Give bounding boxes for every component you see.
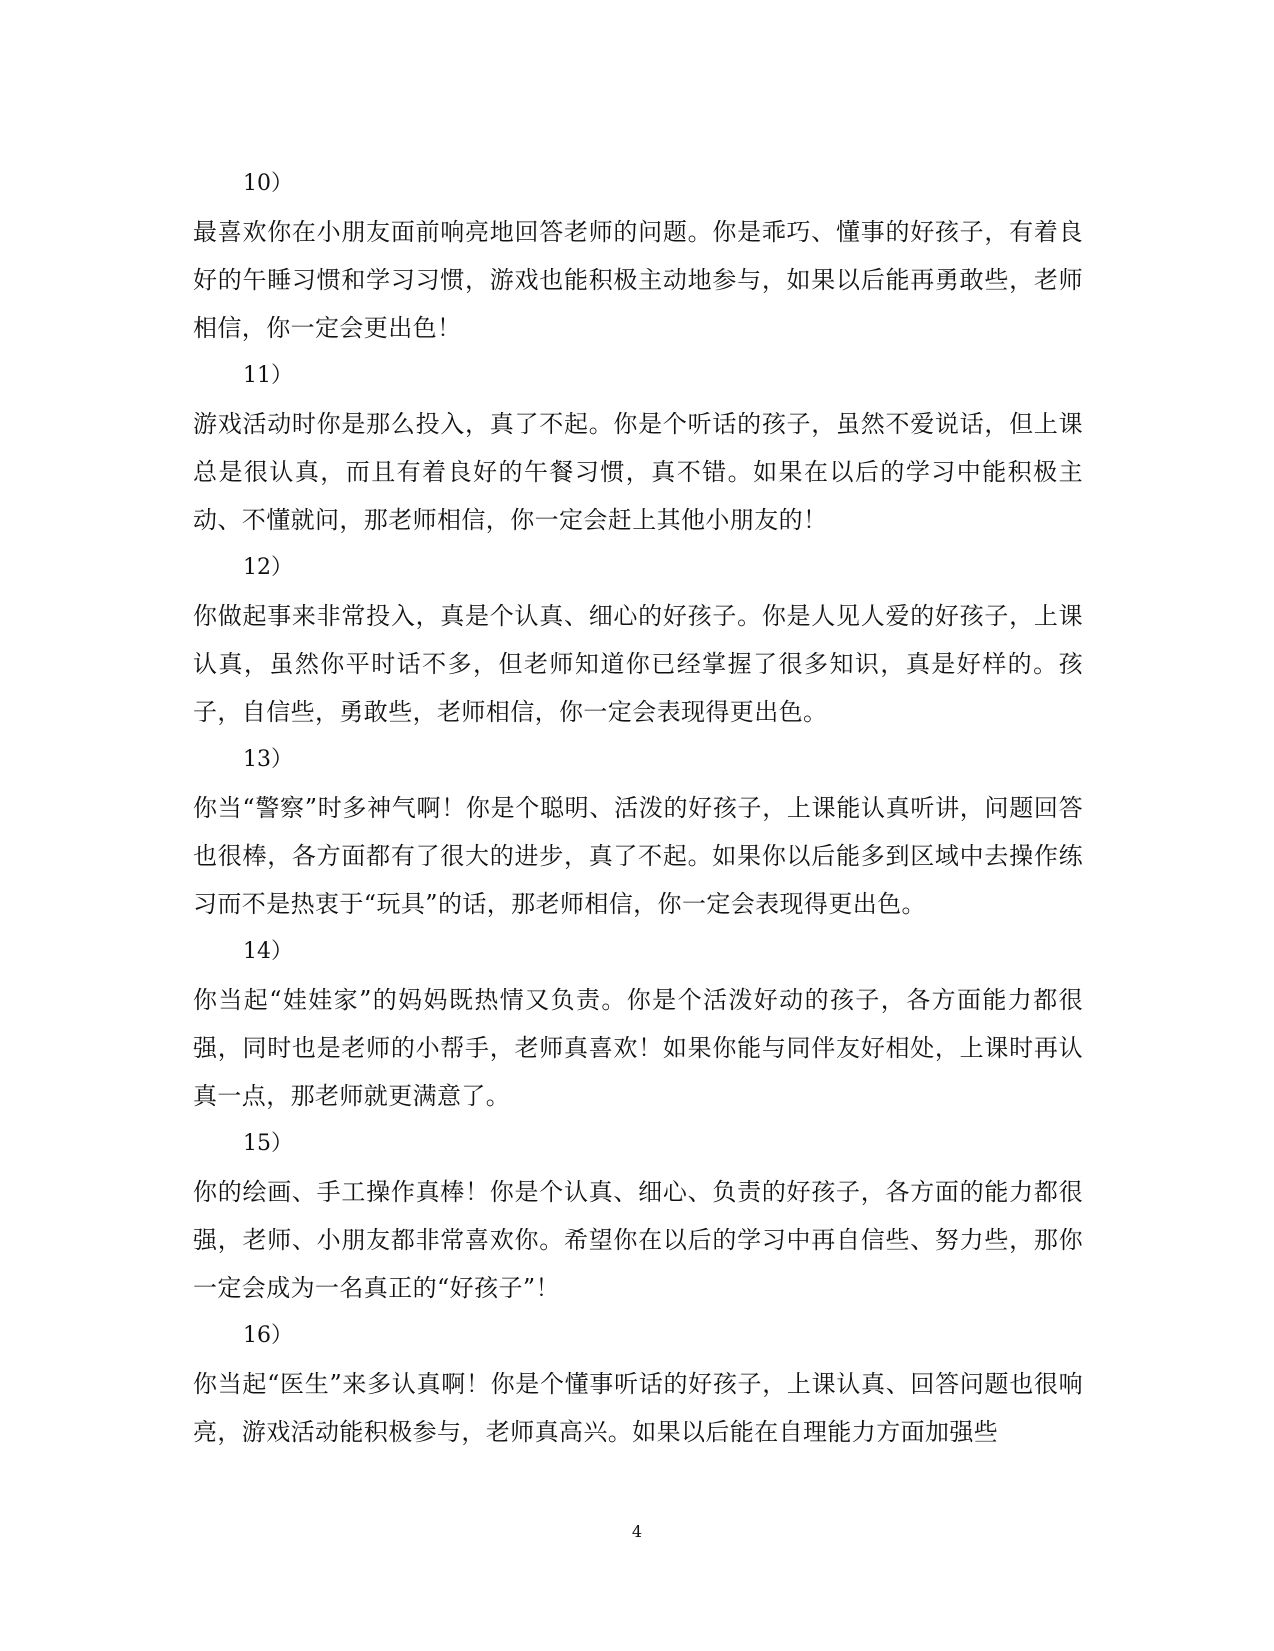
comment-entry-11 bbox=[193, 352, 1083, 544]
comment-entry-13 bbox=[193, 736, 1083, 928]
comment-entry-10 bbox=[193, 160, 1083, 352]
entry-number: 10） bbox=[243, 171, 293, 196]
entry-text: 你做起事来非常投入，真是个认真、细心的好孩子。你是人见人爱的好孩子，上课认真，虽然你平时话不多，但老师知道你已经掌握了很多知识，真是好样的。孩子，自信些，勇敢些，老师相信，你一定会表现得更出色。 bbox=[193, 602, 1083, 726]
comment-entry-14 bbox=[193, 928, 1083, 1120]
comment-entry-15 bbox=[193, 1120, 1083, 1312]
entry-number: 13） bbox=[243, 747, 293, 772]
entry-number: 16） bbox=[243, 1323, 293, 1348]
comment-entry-12 bbox=[193, 544, 1083, 736]
comment-entry-16 bbox=[193, 1312, 1083, 1456]
document-body bbox=[193, 160, 1083, 1456]
entry-text: 游戏活动时你是那么投入，真了不起。你是个听话的孩子，虽然不爱说话，但上课总是很认真，而且有着良好的午餐习惯，真不错。如果在以后的学习中能积极主动、不懂就问，那老师相信，你一定会赶上其他小朋友的！ bbox=[193, 410, 1083, 534]
page-number: 4 bbox=[631, 1522, 643, 1541]
entry-number: 12） bbox=[243, 555, 293, 580]
entry-number: 11） bbox=[243, 363, 293, 388]
entry-text: 你当起“娃娃家”的妈妈既热情又负责。你是个活泼好动的孩子，各方面能力都很强，同时也是老师的小帮手，老师真喜欢！如果你能与同伴友好相处，上课时再认真一点，那老师就更满意了。 bbox=[193, 986, 1083, 1110]
entry-text: 你当“警察”时多神气啊！你是个聪明、活泼的好孩子，上课能认真听讲，问题回答也很棒，各方面都有了很大的进步，真了不起。如果你以后能多到区域中去操作练习而不是热衷于“玩具”的话，那老师相信，你一定会表现得更出色。 bbox=[193, 794, 1083, 918]
entry-text: 最喜欢你在小朋友面前响亮地回答老师的问题。你是乖巧、懂事的好孩子，有着良好的午睡习惯和学习习惯，游戏也能积极主动地参与，如果以后能再勇敢些，老师相信，你一定会更出色！ bbox=[193, 218, 1083, 342]
entry-text: 你的绘画、手工操作真棒！你是个认真、细心、负责的好孩子，各方面的能力都很强，老师、小朋友都非常喜欢你。希望你在以后的学习中再自信些、努力些，那你一定会成为一名真正的“好孩子”！ bbox=[193, 1178, 1083, 1302]
entry-number: 14） bbox=[243, 939, 293, 964]
entry-number: 15） bbox=[243, 1131, 293, 1156]
entry-text: 你当起“医生”来多认真啊！你是个懂事听话的好孩子，上课认真、回答问题也很响亮，游戏活动能积极参与，老师真高兴。如果以后能在自理能力方面加强些 bbox=[193, 1370, 1083, 1446]
